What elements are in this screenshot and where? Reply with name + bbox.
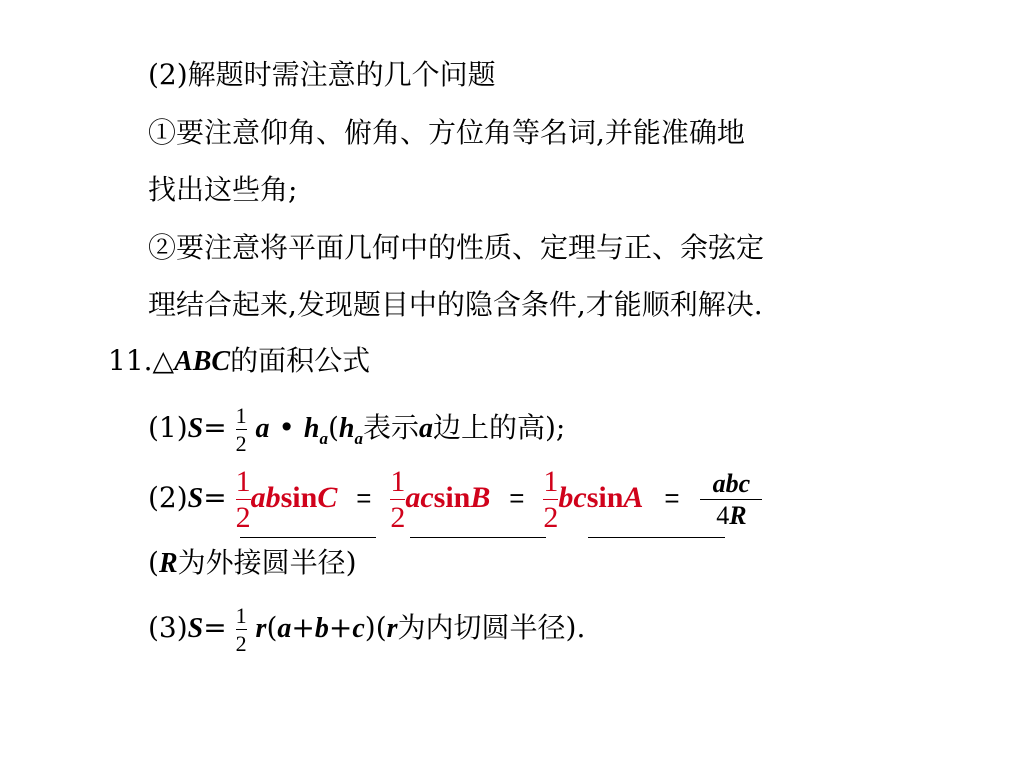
formula-3-eq: = (203, 611, 227, 644)
formula-2-prefix: (2) (148, 481, 188, 514)
fraction-numerator: 1 (235, 402, 247, 428)
formula-1-fraction (236, 404, 247, 455)
formula-2-term-1 (235, 464, 347, 534)
text-line-3: 找出这些角; (148, 173, 298, 206)
text-line-1: (2)解题时需注意的几个问题 (148, 58, 496, 91)
underline-term-3 (588, 537, 725, 538)
underline-term-1 (240, 537, 376, 538)
note-R: R (158, 548, 178, 579)
formula-1 (148, 398, 565, 462)
formula-2-term-3 (543, 464, 652, 534)
formula-3 (148, 598, 585, 659)
fraction-bar (236, 429, 247, 430)
fraction-denominator: 2 (235, 631, 247, 656)
formula-1-a: a (255, 413, 270, 444)
formula-3-c: c (352, 613, 365, 644)
fraction-numerator: 1 (235, 602, 247, 628)
formula-1-dot: • (269, 411, 304, 444)
formula-1-h2-subscript: a (354, 429, 363, 448)
formula-3-r: r (255, 613, 267, 644)
formula-3-r2: r (386, 613, 398, 644)
formula-3-plus-2: + (328, 611, 353, 644)
note-circumradius (148, 545, 357, 582)
formula-3-S: S (187, 613, 204, 644)
formula-3-plus-1: + (291, 611, 315, 644)
fraction-bar (390, 499, 405, 500)
heading-number: 11. (108, 344, 153, 377)
text-line-5: 理结合起来,发现题目中的隐含条件,才能顺利解决. (148, 288, 763, 321)
formula-2-equals-1: = (356, 483, 372, 513)
formula-1-text1: 表示 (362, 411, 419, 444)
denominator-variable: R (729, 501, 747, 530)
triangle-name: ABC (174, 346, 231, 377)
fraction-numerator: 1 (235, 464, 251, 498)
term-2-vars: ac (405, 481, 434, 514)
fraction-bar (236, 629, 247, 630)
formula-1-prefix: (1) (148, 411, 188, 444)
formula-1-eq: = (203, 411, 227, 444)
term-1-vars: ab (250, 481, 281, 514)
term-1-sin: sin (280, 481, 318, 514)
formula-2-equals-2: = (509, 483, 525, 513)
section-heading (108, 343, 370, 380)
underline-term-2 (410, 537, 546, 538)
term-1-angle: C (317, 481, 338, 514)
heading-text: 的面积公式 (230, 344, 371, 377)
fraction-denominator: 2 (543, 501, 559, 534)
fraction-denominator: 2 (390, 501, 406, 534)
formula-3-fraction (236, 604, 247, 655)
formula-3-text: 为内切圆半径). (397, 611, 586, 644)
note-paren: ( (148, 546, 159, 579)
formula-1-a2: a (418, 413, 433, 444)
formula-1-h2: h (338, 413, 355, 444)
fraction-numerator: abc (712, 468, 751, 498)
term-3-angle: A (623, 481, 644, 514)
note-text: 为外接圆半径) (177, 546, 357, 579)
term-3-fraction (543, 466, 558, 534)
formula-2-last-fraction (700, 470, 762, 530)
formula-1-h: h (303, 413, 320, 444)
text-line-4: ②要注意将平面几何中的性质、定理与正、余弦定 (148, 231, 765, 264)
formula-3-paren: ( (375, 611, 387, 644)
fraction-denominator (700, 502, 762, 529)
term-1-fraction (236, 466, 251, 534)
fraction-bar (700, 499, 762, 500)
formula-3-b: b (314, 613, 329, 644)
term-2-angle: B (470, 481, 491, 514)
formula-2-equals-3: = (664, 483, 680, 513)
fraction-bar (543, 499, 558, 500)
formula-3-open: ( (266, 611, 278, 644)
fraction-bar (236, 499, 251, 500)
fraction-numerator: 1 (390, 464, 406, 498)
formula-2 (148, 463, 762, 534)
formula-3-close: ) (364, 611, 376, 644)
formula-1-S: S (187, 413, 204, 444)
formula-1-h-subscript: a (319, 429, 328, 448)
term-2-fraction (390, 466, 405, 534)
formula-2-S: S (187, 483, 204, 514)
formula-1-text2: 边上的高); (432, 411, 566, 444)
fraction-denominator: 2 (235, 431, 247, 456)
fraction-numerator: 1 (543, 464, 559, 498)
term-3-vars: bc (558, 481, 587, 514)
formula-1-paren: ( (327, 411, 339, 444)
formula-3-prefix: (3) (148, 611, 188, 644)
term-2-sin: sin (433, 481, 471, 514)
triangle-symbol: △ (152, 344, 175, 377)
fraction-denominator: 2 (235, 501, 251, 534)
term-3-sin: sin (586, 481, 624, 514)
text-line-2: ①要注意仰角、俯角、方位角等名词,并能准确地 (148, 116, 745, 149)
formula-2-eq: = (203, 481, 227, 514)
denominator-number: 4 (716, 501, 730, 530)
formula-3-a: a (277, 613, 292, 644)
formula-2-term-2 (390, 464, 499, 534)
